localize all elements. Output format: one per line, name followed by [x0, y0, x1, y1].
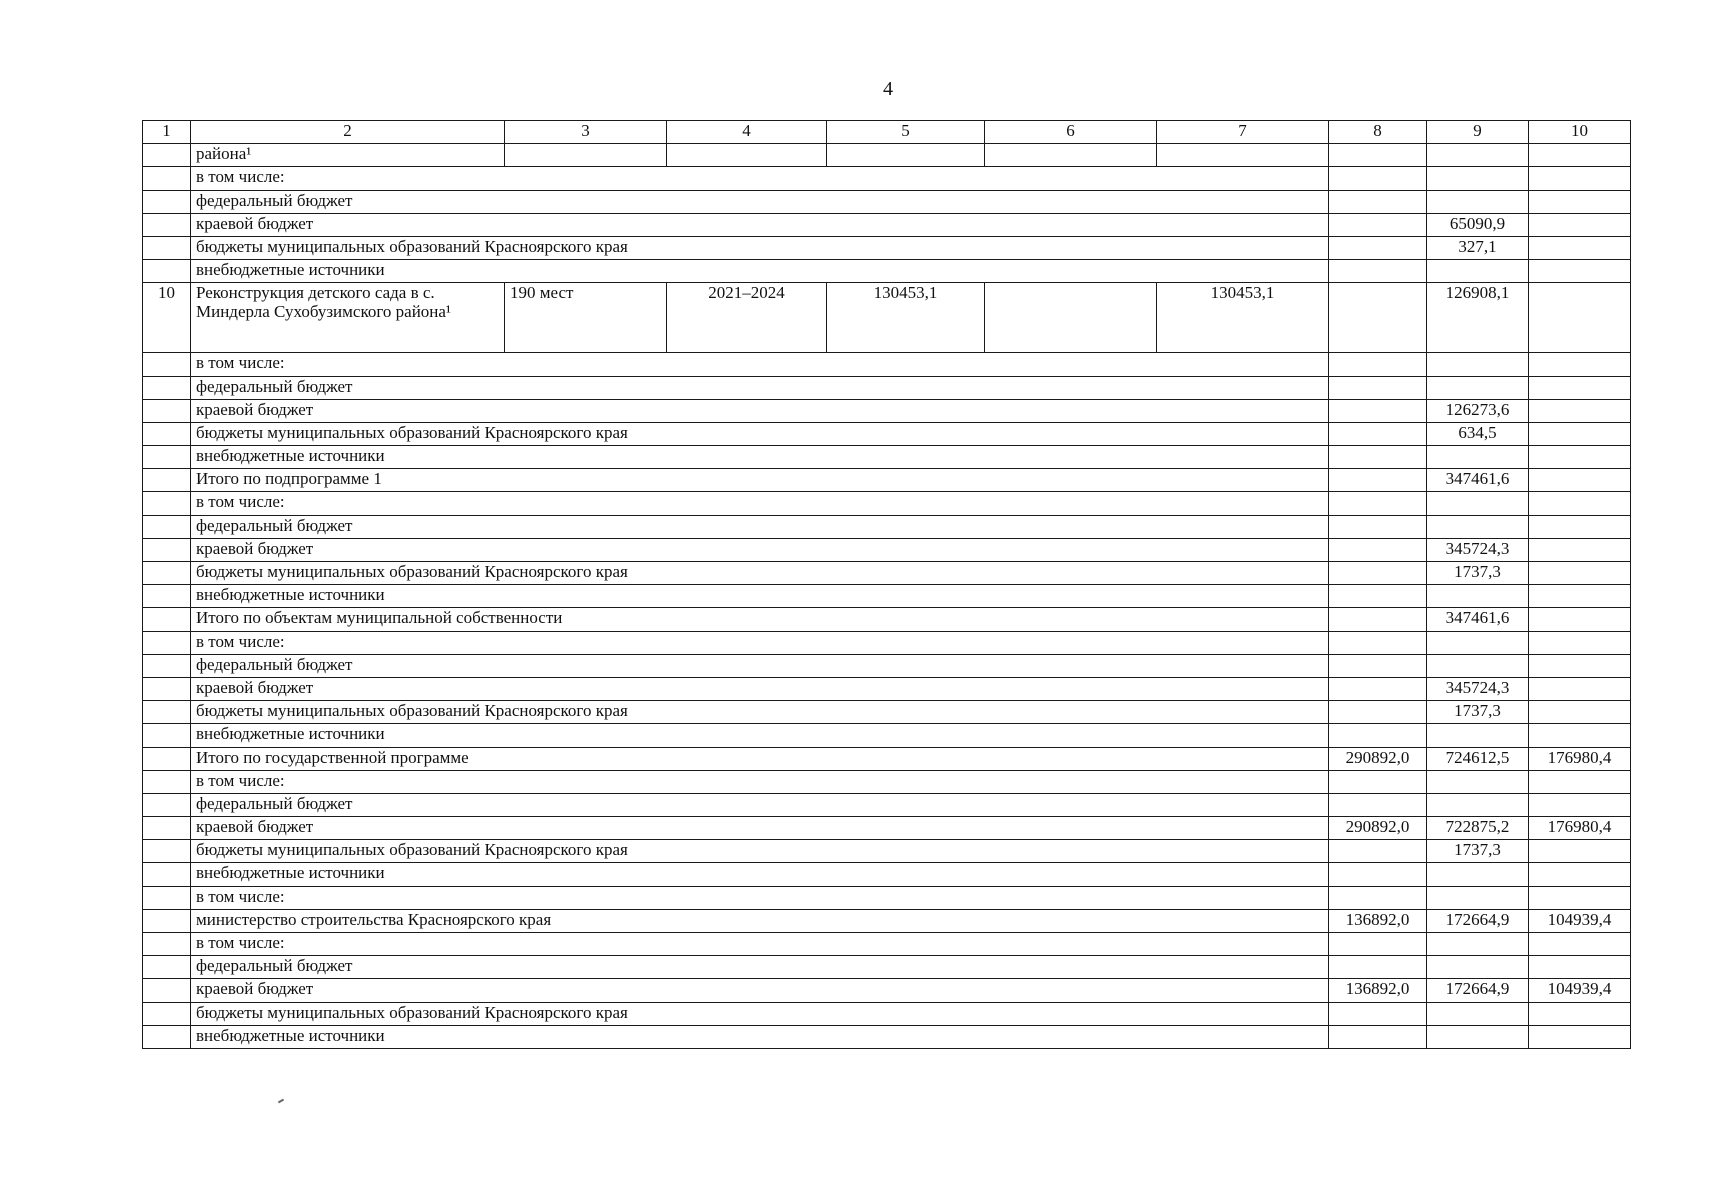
amount-cell — [1529, 654, 1631, 677]
table-row — [143, 770, 1631, 793]
row-number-cell — [143, 399, 191, 422]
amount-cell — [1329, 283, 1427, 353]
amount-cell — [1529, 608, 1631, 631]
amount-cell: 1737,3 — [1427, 562, 1529, 585]
amount-cell — [1529, 1002, 1631, 1025]
row-number-cell — [143, 956, 191, 979]
row-label-cell: Итого по объектам муниципальной собственности — [191, 608, 1329, 631]
amount-cell — [1329, 886, 1427, 909]
table-row — [143, 353, 1631, 376]
amount-cell — [1329, 469, 1427, 492]
row-label-cell: краевой бюджет — [191, 817, 1329, 840]
table-row — [143, 979, 1631, 1002]
amount-cell — [1329, 236, 1427, 259]
row-label-cell: краевой бюджет — [191, 213, 1329, 236]
amount-cell — [1529, 677, 1631, 700]
amount-cell — [1427, 1002, 1529, 1025]
empty-cell — [1157, 144, 1329, 167]
amount-cell — [1427, 260, 1529, 283]
row-label-cell: федеральный бюджет — [191, 515, 1329, 538]
amount-cell — [1529, 631, 1631, 654]
row-label-cell: в том числе: — [191, 886, 1329, 909]
period-cell: 2021–2024 — [667, 283, 827, 353]
amount-cell — [1529, 585, 1631, 608]
amount-cell — [1529, 793, 1631, 816]
table-row — [143, 1002, 1631, 1025]
row-label-cell: в том числе: — [191, 933, 1329, 956]
amount-cell — [1529, 886, 1631, 909]
amount-cell — [1329, 793, 1427, 816]
table-row — [143, 585, 1631, 608]
amount-cell — [1329, 562, 1427, 585]
row-number-cell — [143, 747, 191, 770]
amount-cell — [1529, 562, 1631, 585]
table-row — [143, 399, 1631, 422]
row-label-cell: федеральный бюджет — [191, 956, 1329, 979]
row-label-cell: внебюджетные источники — [191, 446, 1329, 469]
amount-cell — [1529, 956, 1631, 979]
amount-cell — [1529, 190, 1631, 213]
amount-cell — [1329, 190, 1427, 213]
amount-cell — [1529, 144, 1631, 167]
amount-cell — [1329, 213, 1427, 236]
amount-cell — [1329, 144, 1427, 167]
amount-cell — [1529, 422, 1631, 445]
table-row — [143, 422, 1631, 445]
amount-cell — [1427, 886, 1529, 909]
row-label-cell: федеральный бюджет — [191, 376, 1329, 399]
row-number-cell — [143, 1025, 191, 1048]
row-label-cell: бюджеты муниципальных образований Красноярского края — [191, 701, 1329, 724]
amount-cell: 176980,4 — [1529, 747, 1631, 770]
table-row — [143, 144, 1631, 167]
column-header: 1 — [143, 121, 191, 144]
amount-cell — [1329, 701, 1427, 724]
amount-cell — [1329, 538, 1427, 561]
amount-cell — [1427, 933, 1529, 956]
amount-cell: 172664,9 — [1427, 909, 1529, 932]
amount-cell — [1427, 654, 1529, 677]
amount-cell: 724612,5 — [1427, 747, 1529, 770]
row-label-cell: внебюджетные источники — [191, 260, 1329, 283]
row-number-cell — [143, 492, 191, 515]
table-row — [143, 747, 1631, 770]
table-row — [143, 167, 1631, 190]
amount-cell — [1427, 631, 1529, 654]
amount-cell — [1329, 422, 1427, 445]
amount-cell — [1427, 492, 1529, 515]
amount-cell — [1529, 399, 1631, 422]
amount-cell — [1427, 353, 1529, 376]
row-number-cell — [143, 353, 191, 376]
row-label-cell: бюджеты муниципальных образований Красноярского края — [191, 562, 1329, 585]
table-row — [143, 793, 1631, 816]
remaining-cost-cell: 130453,1 — [1157, 283, 1329, 353]
table-row — [143, 492, 1631, 515]
column-header: 2 — [191, 121, 505, 144]
row-number-cell — [143, 979, 191, 1002]
row-number-cell — [143, 608, 191, 631]
amount-cell — [1427, 515, 1529, 538]
amount-cell: 176980,4 — [1529, 817, 1631, 840]
row-label-cell: внебюджетные источники — [191, 1025, 1329, 1048]
amount-cell — [1529, 236, 1631, 259]
table-row — [143, 1025, 1631, 1048]
row-number-cell — [143, 260, 191, 283]
row-label-cell: в том числе: — [191, 353, 1329, 376]
row-label-cell: внебюджетные источники — [191, 724, 1329, 747]
amount-cell — [1529, 701, 1631, 724]
amount-cell: 290892,0 — [1329, 817, 1427, 840]
amount-cell — [1529, 933, 1631, 956]
amount-cell — [1529, 1025, 1631, 1048]
amount-cell — [1529, 167, 1631, 190]
amount-cell — [1529, 724, 1631, 747]
amount-cell — [1529, 353, 1631, 376]
amount-cell — [1329, 376, 1427, 399]
row-number-cell — [143, 654, 191, 677]
row-number-cell — [143, 1002, 191, 1025]
amount-cell — [1529, 446, 1631, 469]
empty-cell — [667, 144, 827, 167]
table-row — [143, 538, 1631, 561]
row-label-cell: бюджеты муниципальных образований Красноярского края — [191, 422, 1329, 445]
row-label-cell: бюджеты муниципальных образований Красноярского края — [191, 236, 1329, 259]
amount-cell — [1427, 376, 1529, 399]
table-row — [143, 236, 1631, 259]
row-number-cell — [143, 933, 191, 956]
column-header: 7 — [1157, 121, 1329, 144]
row-number-cell — [143, 538, 191, 561]
amount-cell — [1329, 353, 1427, 376]
amount-cell — [1427, 1025, 1529, 1048]
table-row — [143, 608, 1631, 631]
amount-cell: 65090,9 — [1427, 213, 1529, 236]
column-header: 8 — [1329, 121, 1427, 144]
amount-cell — [1329, 956, 1427, 979]
row-number-cell — [143, 701, 191, 724]
row-number-cell — [143, 469, 191, 492]
amount-cell — [1427, 956, 1529, 979]
empty-cell — [827, 144, 985, 167]
table-row — [143, 677, 1631, 700]
row-number-cell — [143, 724, 191, 747]
amount-cell — [1427, 144, 1529, 167]
row-number-cell — [143, 770, 191, 793]
row-label-cell: бюджеты муниципальных образований Красноярского края — [191, 1002, 1329, 1025]
amount-cell: 1737,3 — [1427, 840, 1529, 863]
row-number-cell — [143, 562, 191, 585]
page-number: 4 — [883, 78, 893, 100]
budget-table — [142, 120, 1631, 1049]
row-number-cell — [143, 631, 191, 654]
row-number-cell — [143, 886, 191, 909]
row-label-cell: федеральный бюджет — [191, 793, 1329, 816]
object-name-cell: района¹ — [191, 144, 505, 167]
row-number-cell — [143, 190, 191, 213]
table-row — [143, 515, 1631, 538]
table-row — [143, 724, 1631, 747]
table-row — [143, 190, 1631, 213]
row-label-cell: краевой бюджет — [191, 677, 1329, 700]
row-number-cell — [143, 144, 191, 167]
amount-cell — [1329, 933, 1427, 956]
amount-cell: 290892,0 — [1329, 747, 1427, 770]
amount-cell — [1329, 1002, 1427, 1025]
row-label-cell: федеральный бюджет — [191, 190, 1329, 213]
amount-cell: 126273,6 — [1427, 399, 1529, 422]
row-label-cell: в том числе: — [191, 631, 1329, 654]
capacity-cell: 190 мест — [505, 283, 667, 353]
amount-cell — [1529, 260, 1631, 283]
amount-cell — [1427, 167, 1529, 190]
row-label-cell: в том числе: — [191, 770, 1329, 793]
table-row — [143, 909, 1631, 932]
amount-cell — [1329, 608, 1427, 631]
table-cell — [985, 283, 1157, 353]
column-header: 4 — [667, 121, 827, 144]
row-label-cell: краевой бюджет — [191, 538, 1329, 561]
amount-cell — [1427, 770, 1529, 793]
row-label-cell: Итого по государственной программе — [191, 747, 1329, 770]
empty-cell — [985, 144, 1157, 167]
table-row — [143, 283, 1631, 353]
amount-cell — [1427, 446, 1529, 469]
amount-cell: 126908,1 — [1427, 283, 1529, 353]
amount-cell: 1737,3 — [1427, 701, 1529, 724]
budget-table-container — [142, 120, 1631, 1049]
amount-cell — [1329, 167, 1427, 190]
amount-cell — [1329, 677, 1427, 700]
row-number-cell: 10 — [143, 283, 191, 353]
table-row — [143, 469, 1631, 492]
amount-cell: 172664,9 — [1427, 979, 1529, 1002]
amount-cell — [1529, 840, 1631, 863]
amount-cell — [1529, 283, 1631, 353]
amount-cell — [1529, 515, 1631, 538]
amount-cell — [1529, 492, 1631, 515]
amount-cell: 347461,6 — [1427, 469, 1529, 492]
empty-cell — [505, 144, 667, 167]
row-number-cell — [143, 840, 191, 863]
row-label-cell: в том числе: — [191, 492, 1329, 515]
row-number-cell — [143, 167, 191, 190]
table-row — [143, 840, 1631, 863]
amount-cell — [1529, 469, 1631, 492]
row-number-cell — [143, 376, 191, 399]
row-label-cell: краевой бюджет — [191, 979, 1329, 1002]
amount-cell: 722875,2 — [1427, 817, 1529, 840]
row-label-cell: бюджеты муниципальных образований Красноярского края — [191, 840, 1329, 863]
table-row — [143, 260, 1631, 283]
scan-mark — [278, 1099, 284, 1104]
row-number-cell — [143, 817, 191, 840]
amount-cell — [1529, 213, 1631, 236]
table-row — [143, 213, 1631, 236]
row-number-cell — [143, 793, 191, 816]
column-header: 6 — [985, 121, 1157, 144]
amount-cell — [1427, 863, 1529, 886]
amount-cell: 634,5 — [1427, 422, 1529, 445]
amount-cell — [1427, 190, 1529, 213]
amount-cell — [1329, 399, 1427, 422]
amount-cell — [1329, 1025, 1427, 1048]
amount-cell — [1329, 840, 1427, 863]
row-label-cell: министерство строительства Красноярского края — [191, 909, 1329, 932]
column-header: 5 — [827, 121, 985, 144]
table-row — [143, 654, 1631, 677]
row-label-cell: федеральный бюджет — [191, 654, 1329, 677]
row-number-cell — [143, 909, 191, 932]
amount-cell — [1329, 260, 1427, 283]
column-header: 10 — [1529, 121, 1631, 144]
amount-cell — [1427, 793, 1529, 816]
amount-cell — [1329, 631, 1427, 654]
column-header: 3 — [505, 121, 667, 144]
row-label-cell: внебюджетные источники — [191, 863, 1329, 886]
row-number-cell — [143, 515, 191, 538]
table-row — [143, 701, 1631, 724]
amount-cell — [1529, 770, 1631, 793]
row-label-cell: Итого по подпрограмме 1 — [191, 469, 1329, 492]
amount-cell — [1329, 446, 1427, 469]
table-row — [143, 933, 1631, 956]
amount-cell — [1329, 863, 1427, 886]
row-label-cell: краевой бюджет — [191, 399, 1329, 422]
amount-cell — [1329, 585, 1427, 608]
amount-cell: 347461,6 — [1427, 608, 1529, 631]
amount-cell — [1329, 492, 1427, 515]
table-row — [143, 956, 1631, 979]
row-number-cell — [143, 422, 191, 445]
table-row — [143, 631, 1631, 654]
amount-cell — [1427, 724, 1529, 747]
amount-cell: 104939,4 — [1529, 909, 1631, 932]
amount-cell — [1329, 515, 1427, 538]
column-number-row — [143, 121, 1631, 144]
row-number-cell — [143, 585, 191, 608]
amount-cell — [1329, 770, 1427, 793]
row-number-cell — [143, 236, 191, 259]
amount-cell — [1329, 724, 1427, 747]
amount-cell — [1529, 376, 1631, 399]
amount-cell — [1329, 654, 1427, 677]
amount-cell: 345724,3 — [1427, 677, 1529, 700]
table-row — [143, 446, 1631, 469]
estimated-cost-cell: 130453,1 — [827, 283, 985, 353]
row-label-cell: внебюджетные источники — [191, 585, 1329, 608]
row-number-cell — [143, 446, 191, 469]
table-row — [143, 562, 1631, 585]
amount-cell — [1529, 538, 1631, 561]
table-row — [143, 817, 1631, 840]
amount-cell: 136892,0 — [1329, 909, 1427, 932]
amount-cell: 327,1 — [1427, 236, 1529, 259]
amount-cell — [1529, 863, 1631, 886]
amount-cell: 345724,3 — [1427, 538, 1529, 561]
table-row — [143, 863, 1631, 886]
amount-cell: 136892,0 — [1329, 979, 1427, 1002]
column-header: 9 — [1427, 121, 1529, 144]
row-label-cell: в том числе: — [191, 167, 1329, 190]
row-number-cell — [143, 863, 191, 886]
row-number-cell — [143, 213, 191, 236]
amount-cell — [1427, 585, 1529, 608]
object-name-cell: Реконструкция детского сада в с. Миндерла Сухобузимского района¹ — [191, 283, 505, 353]
amount-cell: 104939,4 — [1529, 979, 1631, 1002]
table-row — [143, 886, 1631, 909]
table-row — [143, 376, 1631, 399]
row-number-cell — [143, 677, 191, 700]
